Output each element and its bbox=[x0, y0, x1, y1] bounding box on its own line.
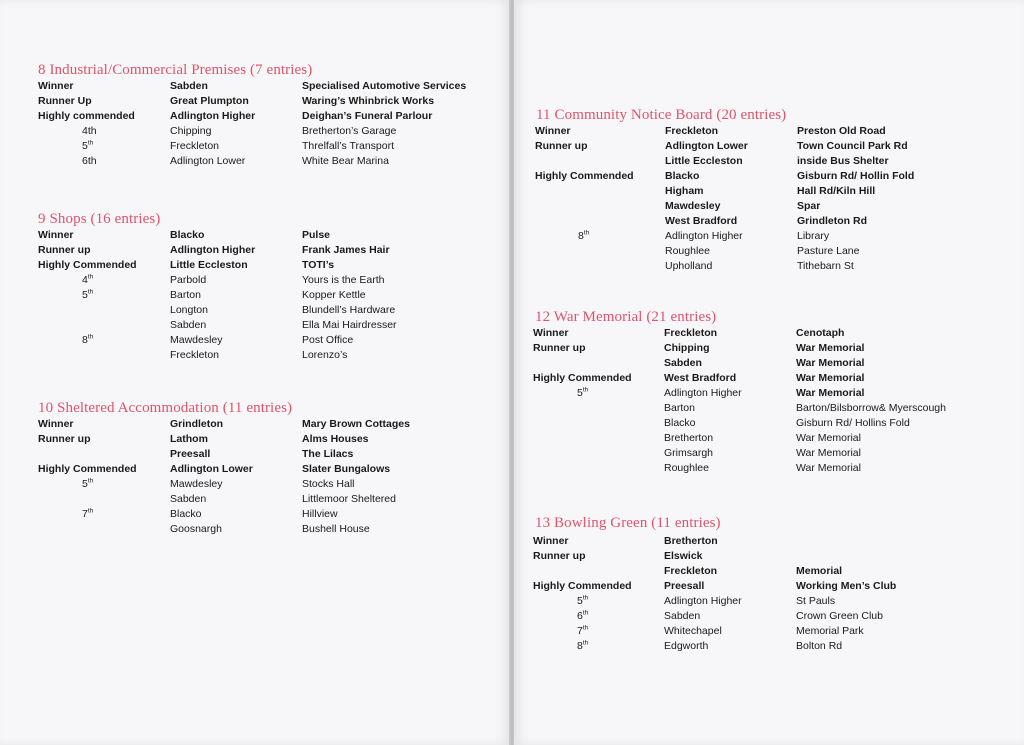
result-row bbox=[0, 318, 510, 333]
entry-name: Slater Bungalows bbox=[302, 463, 391, 475]
award-label: Highly Commended bbox=[533, 372, 632, 384]
village-name: Sabden bbox=[170, 493, 207, 505]
entry-name: Deighan’s Funeral Parlour bbox=[302, 110, 433, 122]
award-label: Highly Commended bbox=[535, 170, 634, 182]
entry-name: Specialised Automotive Services bbox=[302, 80, 467, 92]
entry-name: War Memorial bbox=[796, 372, 865, 384]
result-row bbox=[514, 139, 1024, 154]
placing-suffix: th bbox=[582, 609, 589, 617]
entry-name: Pasture Lane bbox=[797, 245, 860, 257]
village-name: Chipping bbox=[664, 342, 710, 354]
entry-name: Gisburn Rd/ Hollins Fold bbox=[796, 417, 910, 429]
placing-suffix: th bbox=[582, 594, 589, 602]
village-name: Parbold bbox=[170, 274, 207, 286]
entry-name: Threlfall’s Transport bbox=[302, 140, 395, 152]
result-row bbox=[0, 462, 510, 477]
entry-name: War Memorial bbox=[796, 462, 861, 474]
village-name: Sabden bbox=[664, 610, 701, 622]
village-name: Blacko bbox=[170, 229, 205, 241]
award-label: Runner up bbox=[38, 433, 91, 445]
entry-name: Blundell’s Hardware bbox=[302, 304, 396, 316]
result-row bbox=[514, 401, 1024, 416]
result-row bbox=[0, 139, 510, 154]
result-row bbox=[0, 477, 510, 492]
entry-name: Hall Rd/Kiln Hill bbox=[797, 185, 876, 197]
placing-number: 5 bbox=[82, 140, 88, 152]
result-row bbox=[0, 417, 510, 432]
award-label: Winner bbox=[38, 80, 74, 92]
result-row bbox=[514, 416, 1024, 431]
award-label: Winner bbox=[38, 418, 74, 430]
award-label: Highly Commended bbox=[38, 463, 137, 475]
placing-number: 5 bbox=[82, 289, 88, 301]
result-row bbox=[0, 243, 510, 258]
village-name: Adlington Higher bbox=[664, 595, 742, 607]
placing-suffix: th bbox=[582, 386, 589, 394]
left-page bbox=[0, 0, 510, 745]
placing bbox=[577, 624, 588, 639]
entry-name: Bretherton’s Garage bbox=[302, 125, 397, 137]
result-row bbox=[0, 288, 510, 303]
entry-name: Frank James Hair bbox=[302, 244, 390, 256]
result-row bbox=[0, 447, 510, 462]
village-name: Adlington Higher bbox=[665, 230, 743, 242]
result-row bbox=[514, 154, 1024, 169]
placing-number: 7 bbox=[577, 625, 583, 637]
placing-number: 5 bbox=[82, 478, 88, 490]
village-name: Barton bbox=[170, 289, 201, 301]
village-name: Preesall bbox=[170, 448, 211, 460]
result-row bbox=[0, 432, 510, 447]
village-name: Adlington Lower bbox=[170, 463, 253, 475]
entry-name: St Pauls bbox=[796, 595, 836, 607]
village-name: West Bradford bbox=[664, 372, 737, 384]
entry-name: War Memorial bbox=[796, 447, 861, 459]
entry-name: Grindleton Rd bbox=[797, 215, 867, 227]
village-name: Elswick bbox=[664, 550, 703, 562]
section-title: 12 War Memorial (21 entries) bbox=[535, 309, 717, 325]
section-title: 8 Industrial/Commercial Premises (7 entries) bbox=[38, 62, 313, 78]
entry-name: Town Council Park Rd bbox=[797, 140, 908, 152]
award-label: Runner Up bbox=[38, 95, 92, 107]
village-name: Little Eccleston bbox=[665, 155, 743, 167]
entry-name: War Memorial bbox=[796, 342, 865, 354]
entry-name: War Memorial bbox=[796, 357, 865, 369]
entry-name: Tithebarn St bbox=[797, 260, 854, 272]
result-row bbox=[0, 124, 510, 139]
result-row bbox=[514, 214, 1024, 229]
village-name: Little Eccleston bbox=[170, 259, 248, 271]
entry-name: Waring’s Whinbrick Works bbox=[302, 95, 435, 107]
placing bbox=[577, 609, 588, 624]
village-name: Grindleton bbox=[170, 418, 224, 430]
village-name: Adlington Lower bbox=[665, 140, 748, 152]
placing-suffix: th bbox=[87, 139, 94, 147]
placing-number: 7 bbox=[82, 508, 88, 520]
placing-number: 6th bbox=[82, 155, 97, 167]
placing bbox=[82, 139, 93, 154]
result-row bbox=[514, 431, 1024, 446]
village-name: Preesall bbox=[664, 580, 705, 592]
award-label: Runner up bbox=[38, 244, 91, 256]
result-row bbox=[514, 594, 1024, 609]
placing-number: 8 bbox=[82, 334, 88, 346]
village-name: Blacko bbox=[664, 417, 696, 429]
placing-suffix: th bbox=[583, 229, 590, 237]
entry-name: Library bbox=[797, 230, 830, 242]
result-row bbox=[0, 228, 510, 243]
award-label: Runner up bbox=[535, 140, 588, 152]
village-name: Adlington Lower bbox=[170, 155, 246, 167]
entry-name: TOTI’s bbox=[302, 259, 335, 271]
village-name: Freckleton bbox=[664, 327, 718, 339]
village-name: Bretherton bbox=[664, 432, 714, 444]
result-row bbox=[0, 258, 510, 273]
village-name: Adlington Higher bbox=[664, 387, 742, 399]
placing bbox=[82, 507, 93, 522]
village-name: Adlington Higher bbox=[170, 244, 256, 256]
result-row bbox=[514, 169, 1024, 184]
right-page bbox=[514, 0, 1024, 745]
entry-name: The Lilacs bbox=[302, 448, 354, 460]
placing-suffix: th bbox=[582, 624, 589, 632]
result-row bbox=[0, 79, 510, 94]
village-name: Blacko bbox=[170, 508, 202, 520]
placing-suffix: th bbox=[87, 507, 94, 515]
placing-suffix: th bbox=[582, 639, 589, 647]
entry-name: Pulse bbox=[302, 229, 331, 241]
result-row bbox=[0, 333, 510, 348]
village-name: Freckleton bbox=[665, 125, 719, 137]
entry-name: Crown Green Club bbox=[796, 610, 883, 622]
entry-name: Memorial bbox=[796, 565, 843, 577]
village-name: Freckleton bbox=[664, 565, 718, 577]
village-name: Roughlee bbox=[664, 462, 709, 474]
entry-name: Bolton Rd bbox=[796, 640, 843, 652]
result-row bbox=[514, 609, 1024, 624]
entry-name: Hillview bbox=[302, 508, 338, 520]
section-title: 9 Shops (16 entries) bbox=[38, 211, 161, 227]
village-name: Mawdesley bbox=[665, 200, 721, 212]
village-name: Sabden bbox=[664, 357, 702, 369]
entry-name: White Bear Marina bbox=[302, 155, 389, 167]
placing bbox=[82, 288, 93, 303]
village-name: Sabden bbox=[170, 319, 207, 331]
award-label: Winner bbox=[38, 229, 74, 241]
placing-suffix: th bbox=[87, 477, 94, 485]
result-row bbox=[514, 446, 1024, 461]
placing bbox=[577, 639, 588, 654]
placing-number: 4 bbox=[82, 274, 88, 286]
entry-name: Post Office bbox=[302, 334, 354, 346]
entry-name: Gisburn Rd/ Hollin Fold bbox=[797, 170, 915, 182]
entry-name: Barton/Bilsborrow& Myerscough bbox=[796, 402, 946, 414]
result-row bbox=[0, 94, 510, 109]
village-name: Freckleton bbox=[170, 349, 220, 361]
result-row bbox=[514, 326, 1024, 341]
village-name: Lathom bbox=[170, 433, 208, 445]
placing-number: 5 bbox=[577, 595, 583, 607]
result-row bbox=[514, 341, 1024, 356]
village-name: Upholland bbox=[665, 260, 713, 272]
village-name: Blacko bbox=[665, 170, 700, 182]
award-label: Highly Commended bbox=[533, 580, 632, 592]
village-name: Whitechapel bbox=[664, 625, 722, 637]
result-row bbox=[0, 109, 510, 124]
award-label: Winner bbox=[535, 125, 571, 137]
placing-number: 8 bbox=[578, 230, 584, 242]
result-row bbox=[514, 259, 1024, 274]
placing bbox=[577, 386, 588, 401]
village-name: Great Plumpton bbox=[170, 95, 249, 107]
placing-suffix: th bbox=[87, 333, 94, 341]
award-label: Winner bbox=[533, 327, 569, 339]
result-row bbox=[0, 303, 510, 318]
result-row bbox=[0, 492, 510, 507]
village-name: Bretherton bbox=[664, 535, 718, 547]
entry-name: Littlemoor Sheltered bbox=[302, 493, 396, 505]
village-name: Sabden bbox=[170, 80, 208, 92]
result-row bbox=[0, 507, 510, 522]
result-row bbox=[514, 124, 1024, 139]
entry-name: Working Men’s Club bbox=[796, 580, 897, 592]
award-label: Highly Commended bbox=[38, 259, 137, 271]
village-name: Mawdesley bbox=[170, 334, 223, 346]
entry-name: Memorial Park bbox=[796, 625, 864, 637]
entry-name: Spar bbox=[797, 200, 821, 212]
result-row bbox=[0, 273, 510, 288]
village-name: Edgworth bbox=[664, 640, 709, 652]
placing-number: 4th bbox=[82, 125, 97, 137]
placing-number: 6 bbox=[577, 610, 583, 622]
entry-name: War Memorial bbox=[796, 387, 865, 399]
placing-number: 5 bbox=[577, 387, 583, 399]
award-label: Highly commended bbox=[38, 110, 135, 122]
village-name: Freckleton bbox=[170, 140, 220, 152]
village-name: Mawdesley bbox=[170, 478, 223, 490]
village-name: Longton bbox=[170, 304, 208, 316]
placing bbox=[82, 477, 93, 492]
village-name: Roughlee bbox=[665, 245, 710, 257]
entry-name: inside Bus Shelter bbox=[797, 155, 889, 167]
placing-number: 8 bbox=[577, 640, 583, 652]
placing-suffix: th bbox=[87, 288, 94, 296]
result-row bbox=[514, 624, 1024, 639]
result-row bbox=[514, 564, 1024, 579]
result-row bbox=[514, 229, 1024, 244]
placing-suffix: th bbox=[87, 273, 94, 281]
placing bbox=[82, 124, 97, 139]
village-name: Chipping bbox=[170, 125, 212, 137]
entry-name: Lorenzo’s bbox=[302, 349, 348, 361]
village-name: Higham bbox=[665, 185, 704, 197]
entry-name: Bushell House bbox=[302, 523, 370, 535]
result-row bbox=[0, 154, 510, 169]
entry-name: Cenotaph bbox=[796, 327, 845, 339]
placing bbox=[577, 594, 588, 609]
section-title: 13 Bowling Green (11 entries) bbox=[535, 515, 721, 531]
entry-name: War Memorial bbox=[796, 432, 861, 444]
result-row bbox=[514, 184, 1024, 199]
result-row bbox=[514, 199, 1024, 214]
village-name: Goosnargh bbox=[170, 523, 222, 535]
village-name: West Bradford bbox=[665, 215, 738, 227]
result-row bbox=[514, 534, 1024, 549]
section-title: 10 Sheltered Accommodation (11 entries) bbox=[38, 400, 293, 416]
result-row bbox=[514, 639, 1024, 654]
award-label: Runner up bbox=[533, 342, 586, 354]
placing bbox=[578, 229, 589, 244]
village-name: Barton bbox=[664, 402, 695, 414]
result-row bbox=[514, 549, 1024, 564]
entry-name: Kopper Kettle bbox=[302, 289, 366, 301]
placing bbox=[82, 154, 97, 169]
result-row bbox=[514, 461, 1024, 476]
result-row bbox=[0, 348, 510, 363]
result-row bbox=[0, 522, 510, 537]
award-label: Runner up bbox=[533, 550, 586, 562]
placing bbox=[82, 333, 93, 348]
result-row bbox=[514, 579, 1024, 594]
entry-name: Alms Houses bbox=[302, 433, 369, 445]
result-row bbox=[514, 244, 1024, 259]
village-name: Grimsargh bbox=[664, 447, 714, 459]
village-name: Adlington Higher bbox=[170, 110, 256, 122]
result-row bbox=[514, 386, 1024, 401]
entry-name: Yours is the Earth bbox=[302, 274, 385, 286]
result-row bbox=[514, 356, 1024, 371]
section-title: 11 Community Notice Board (20 entries) bbox=[536, 107, 787, 123]
result-row bbox=[514, 371, 1024, 386]
entry-name: Ella Mai Hairdresser bbox=[302, 319, 397, 331]
entry-name: Stocks Hall bbox=[302, 478, 355, 490]
placing bbox=[82, 273, 93, 288]
entry-name: Preston Old Road bbox=[797, 125, 886, 137]
award-label: Winner bbox=[533, 535, 569, 547]
entry-name: Mary Brown Cottages bbox=[302, 418, 410, 430]
